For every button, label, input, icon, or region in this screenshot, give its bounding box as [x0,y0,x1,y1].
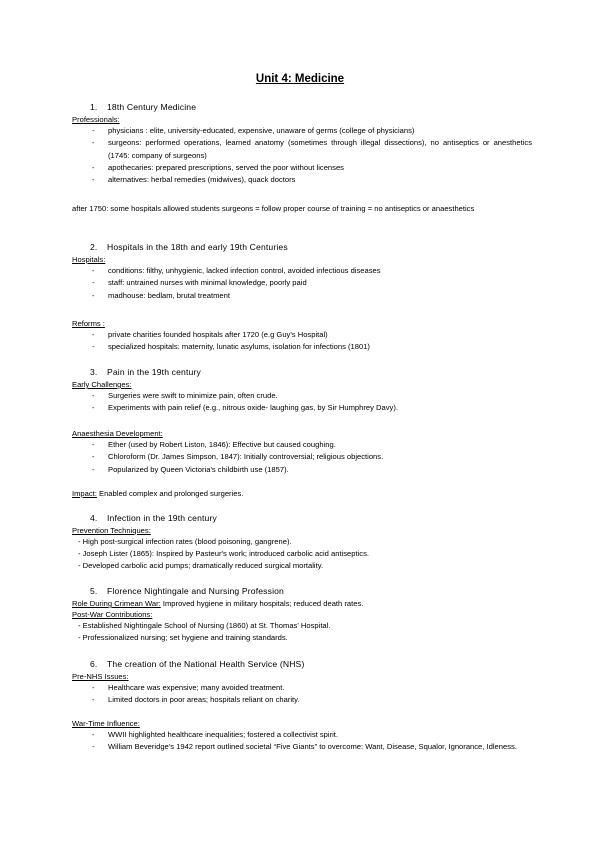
section-title: The creation of the National Health Service (NHS) [107,659,305,669]
list-item: - Limited doctors in poor areas; hospitals reliant on charity. [92,695,300,705]
role-label: Role During Crimean War: [72,599,161,608]
section-title: Infection in the 19th century [107,513,217,523]
section-war-time [72,718,532,754]
subheading-war-time: War-Time Influence: [72,719,140,728]
section-anaesthesia [72,428,532,476]
pre-nhs-list [72,682,532,707]
subheading-early-challenges: Early Challenges: [72,380,132,389]
section-number: 2. [90,242,98,252]
section-number: 6. [90,659,98,669]
section-heading [72,366,532,379]
section-18th-century-medicine [72,101,532,215]
section-title: 18th Century Medicine [107,102,197,112]
list-item: - private charities founded hospitals after 1720 (e.g Guy's Hospital) [92,330,328,339]
list-item: - Healthcare was expensive; many avoided treatment. [92,683,285,692]
section-hospitals [72,241,532,302]
list-item: - Professionalized nursing; set hygiene and training standards. [78,633,288,642]
anaesthesia-list [72,439,532,476]
list-item: - Developed carbolic acid pumps; dramatically reduced surgical mortality. [78,561,324,570]
list-item: - surgeons: performed operations, learned anatomy (sometimes through illegal dissections), no antiseptics or anesthetics (1745: company of surgeons) [92,138,532,160]
list-item: - Established Nightingale School of Nursing (1860) at St. Thomas' Hospital. [78,621,331,630]
post-war-list [72,620,532,644]
subheading-pre-nhs: Pre-NHS Issues: [72,672,129,681]
subheading-post-war: Post-War Contributions: [72,610,153,619]
list-item: - Joseph Lister (1865): Inspired by Pasteur's work; introduced carbolic acid antiseptics. [78,549,369,558]
early-challenges-list [72,390,532,415]
list-item: - WWII highlighted healthcare inequalities; fostered a collectivist spirit. [92,730,339,739]
list-item: - Ether (used by Robert Liston, 1846): Effective but caused coughing. [92,440,336,449]
list-item: - Chloroform (Dr. James Simpson, 1847): Initially controversial; religious objections. [92,452,384,462]
impact-label: Impact: [72,489,97,498]
list-item: - apothecaries: prepared prescriptions, served the poor without licenses [92,162,344,172]
section-number: 3. [90,367,98,377]
section-heading [72,512,532,525]
list-item: - Experiments with pain relief (e.g., nitrous oxide- laughing gas, by Sir Humphrey Davy). [92,403,398,413]
section-infection [72,512,532,572]
reforms-list [72,329,532,354]
subheading-anaesthesia: Anaesthesia Development: [72,429,163,438]
subheading-hospitals: Hospitals: [72,255,106,264]
list-item: - Surgeries were swift to minimize pain, often crude. [92,391,278,400]
impact-line [72,488,532,499]
war-time-list [72,729,532,754]
section-pain [72,366,532,415]
role-text: Improved hygiene in military hospitals; reduced death rates. [160,599,364,608]
prevention-list [72,536,532,572]
section-heading [72,101,532,114]
section-nightingale [72,585,532,644]
section-reforms [72,318,532,354]
list-item: - madhouse: bedlam, brutal treatment [92,290,230,300]
section-title: Pain in the 19th century [107,367,201,377]
section-number: 5. [90,586,98,596]
section-number: 4. [90,513,98,523]
section-number: 1. [90,102,98,112]
section-heading [72,585,532,598]
list-item: - staff: untrained nurses with minimal knowledge, poorly paid [92,278,307,288]
section-title: Hospitals in the 18th and early 19th Centuries [107,242,288,252]
list-item: - William Beveridge's 1942 report outlined societal “Five Giants” to overcome: Want, Disease, Squalor, Ignorance, Idleness. [92,742,517,752]
list-item: - High post-surgical infection rates (blood poisoning, gangrene). [78,537,292,546]
subheading-prevention: Prevention Techniques: [72,526,151,535]
section-heading [72,241,532,254]
list-item: - physicians : elite, university-educated, expensive, unaware of germs (college of physicians) [92,126,415,135]
list-item: - alternatives: herbal remedies (midwives), quack doctors [92,175,296,185]
after-1750-note: after 1750: some hospitals allowed students surgeons = follow proper course of training = no antiseptics or anaesthetics [72,204,475,214]
list-item: - Popularized by Queen Victoria's childbirth use (1857). [92,464,289,474]
section-title: Florence Nightingale and Nursing Profession [107,586,284,596]
section-heading [72,658,532,671]
impact-text: Enabled complex and prolonged surgeries. [96,489,244,498]
list-item: - specialized hospitals: maternity, lunatic asylums, isolation for infections (1801) [92,342,370,352]
professionals-list [72,125,532,186]
document-title: Unit 4: Medicine [255,73,345,85]
subheading-reforms: Reforms : [72,319,105,328]
section-nhs [72,658,532,707]
subheading-professionals: Professionals: [72,115,120,124]
hospitals-list [72,265,532,302]
list-item: - conditions: filthy, unhygienic, lacked infection control, avoided infectious diseases [92,266,381,275]
